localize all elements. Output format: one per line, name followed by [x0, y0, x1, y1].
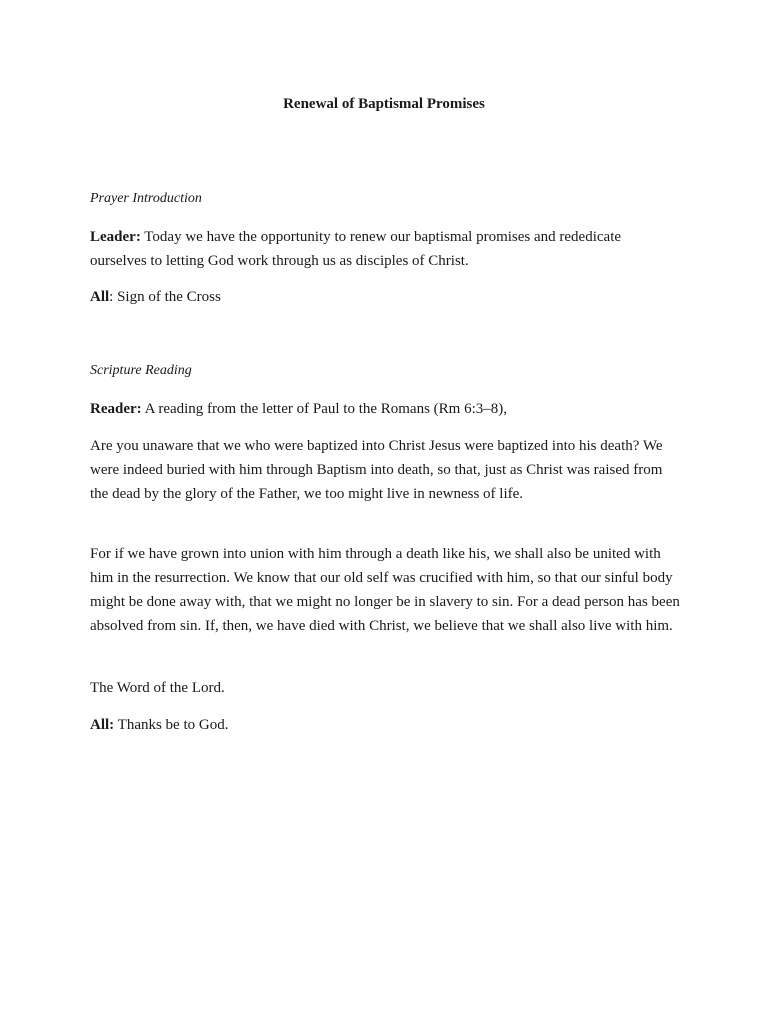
- all-speaker-label: All: [90, 289, 110, 305]
- all-sign-of-cross-paragraph: [90, 285, 680, 309]
- scripture-paragraph-1: Are you unaware that we who were baptized into Christ Jesus were baptized into his death? We were indeed buried with him through Baptism into death, so that, just as Christ was raised from the dead by the glory of the Father, we too might live in newness of life.: [90, 438, 663, 502]
- all-response-paragraph: [90, 713, 680, 737]
- reader-paragraph: [90, 397, 680, 421]
- all-sign-of-cross-text: : Sign of the Cross: [109, 289, 221, 305]
- scripture-reading-heading: Scripture Reading: [90, 363, 192, 378]
- scripture-paragraph-2: For if we have grown into union with him through a death like his, we shall also be united with him in the resurrection. We know that our old self was crucified with him, so that our sinful body might be done away with, that we might no longer be in slavery to sin. For a dead person has been absolved from sin. If, then, we have died with Christ, we believe that we shall also live with him.: [90, 546, 680, 634]
- leader-speaker-label: Leader:: [90, 229, 141, 245]
- document-title: Renewal of Baptismal Promises: [283, 96, 485, 112]
- leader-text: Today we have the opportunity to renew our baptismal promises and rededicate ourselves to letting God work through us as disciples of Christ.: [90, 229, 622, 269]
- word-of-the-lord: The Word of the Lord.: [90, 680, 225, 696]
- reader-speaker-label: Reader:: [90, 401, 142, 417]
- reader-text: A reading from the letter of Paul to the Romans (Rm 6:3–8),: [141, 401, 508, 417]
- prayer-introduction-heading: Prayer Introduction: [90, 191, 202, 206]
- leader-paragraph: [90, 225, 680, 273]
- all-response-speaker-label: All:: [90, 717, 115, 733]
- all-response-text: Thanks be to God.: [114, 717, 229, 733]
